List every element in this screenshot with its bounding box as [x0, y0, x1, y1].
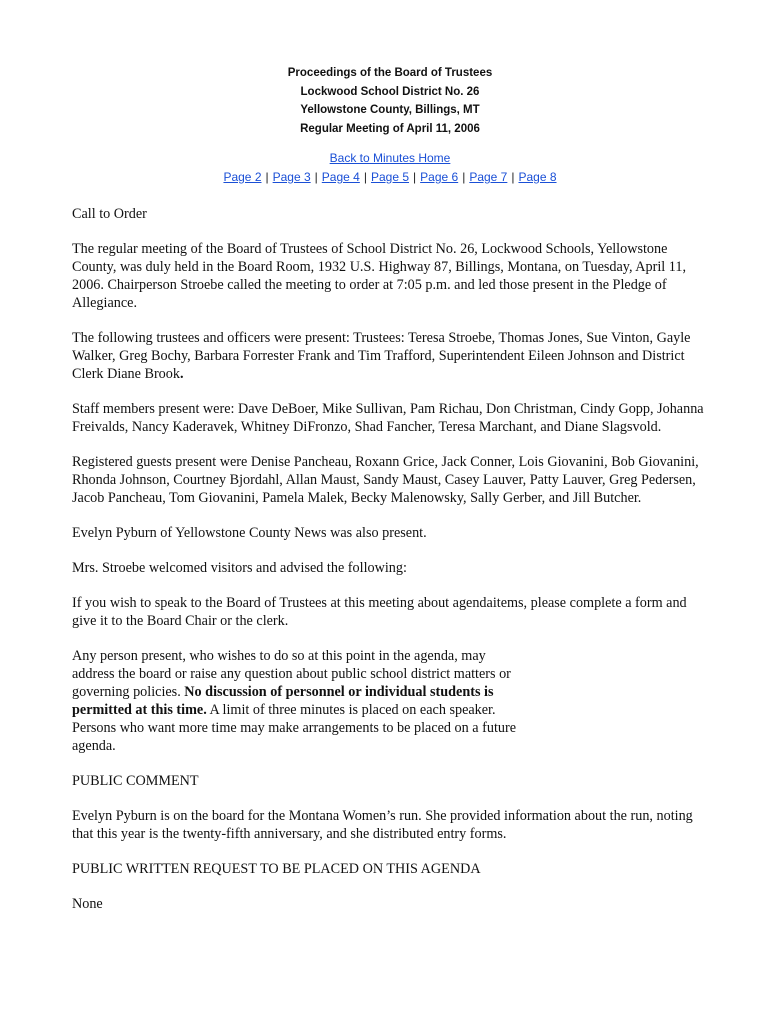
- written-request-heading: PUBLIC WRITTEN REQUEST TO BE PLACED ON THIS AGENDA: [72, 861, 481, 877]
- public-comment-heading: PUBLIC COMMENT: [72, 773, 199, 789]
- page-7-link[interactable]: Page 7: [469, 170, 508, 184]
- page-3-link[interactable]: Page 3: [272, 170, 311, 184]
- minutes-home-link[interactable]: Back to Minutes Home: [329, 151, 451, 165]
- none-text: None: [72, 896, 103, 912]
- nav-separator: |: [314, 170, 318, 184]
- nav-separator: |: [363, 170, 367, 184]
- run-paragraph: Evelyn Pyburn is on the board for the Montana Women’s run. She provided information about the run, noting that this year is the twenty-fifth anniversary, and she distributed entry forms.: [72, 808, 693, 842]
- minutes-body: [72, 205, 712, 930]
- page-4-link[interactable]: Page 4: [321, 170, 360, 184]
- speak-paragraph: If you wish to speak to the Board of Trustees at this meeting about agendaitems, please complete a form and give it to the Board Chair or the clerk.: [72, 595, 687, 629]
- participation-text-2: A limit of three minutes is placed on each speaker. Persons who want more time may make arrangements to be placed on a future agenda.: [72, 702, 517, 754]
- nav-separator: |: [265, 170, 269, 184]
- trustees-text: The following trustees and officers were present: Trustees: Teresa Stroebe, Thomas Jones, Sue Vinton, Gayle Walker, Greg Bochy, Barbara Forrester Frank and Tim Trafford, Superintendent Eileen Johnson and District Clerk Diane Brook: [72, 330, 691, 382]
- nav-separator: |: [511, 170, 515, 184]
- staff-paragraph: Staff members present were: Dave DeBoer, Mike Sullivan, Pam Richau, Don Christman, Cindy Gopp, Johanna Freivalds, Nancy Kaderavek, Whitney DiFronzo, Shad Fancher, Teresa Marchant, and Diane Slagsvold.: [72, 401, 704, 435]
- welcome-paragraph: Mrs. Stroebe welcomed visitors and advised the following:: [72, 560, 407, 576]
- document-header: [0, 64, 770, 138]
- nav-separator: |: [462, 170, 466, 184]
- guests-paragraph: Registered guests present were Denise Pancheau, Roxann Grice, Jack Conner, Lois Giovanini, Bob Giovanini, Rhonda Johnson, Courtney Bjordahl, Allan Maust, Sandy Maust, Casey Lauver, Patty Lauver, Greg Pedersen, Jacob Pancheau, Tom Giovanini, Pamela Malek, Becky Malenowsky, Sally Gerber, and Jill Butcher.: [72, 454, 699, 506]
- meeting-paragraph: The regular meeting of the Board of Trustees of School District No. 26, Lockwood Schools, Yellowstone County, was duly held in the Board Room, 1932 U.S. Highway 87, Billings, Montana, on Tuesday, April 11, 2006. Chairperson Stroebe called the meeting to order at 7:05 p.m. and led those present in the Pledge of Allegiance.: [72, 241, 686, 311]
- press-paragraph: Evelyn Pyburn of Yellowstone County News was also present.: [72, 525, 427, 541]
- trustees-period: .: [179, 366, 184, 382]
- header-line-4: Regular Meeting of April 11, 2006: [300, 122, 480, 135]
- participation-text-1: Any person present, who wishes to do so at this point in the agenda, may address the board or raise any question about public school district matters or governing policies.: [72, 648, 511, 700]
- page-navigation: [0, 149, 770, 187]
- header-line-2: Lockwood School District No. 26: [300, 85, 480, 98]
- participation-bold-text: No discussion of personnel or individual students is permitted at this time.: [72, 684, 494, 718]
- header-line-1: Proceedings of the Board of Trustees: [287, 67, 493, 79]
- call-to-order-heading: Call to Order: [72, 206, 147, 222]
- page-2-link[interactable]: Page 2: [223, 170, 262, 184]
- nav-separator: |: [413, 170, 417, 184]
- public-participation-paragraph: [72, 647, 522, 755]
- page-6-link[interactable]: Page 6: [420, 170, 459, 184]
- page-5-link[interactable]: Page 5: [370, 170, 410, 184]
- header-line-3: Yellowstone County, Billings, MT: [300, 104, 480, 116]
- page-8-link[interactable]: Page 8: [518, 170, 557, 184]
- trustees-paragraph: [72, 329, 712, 383]
